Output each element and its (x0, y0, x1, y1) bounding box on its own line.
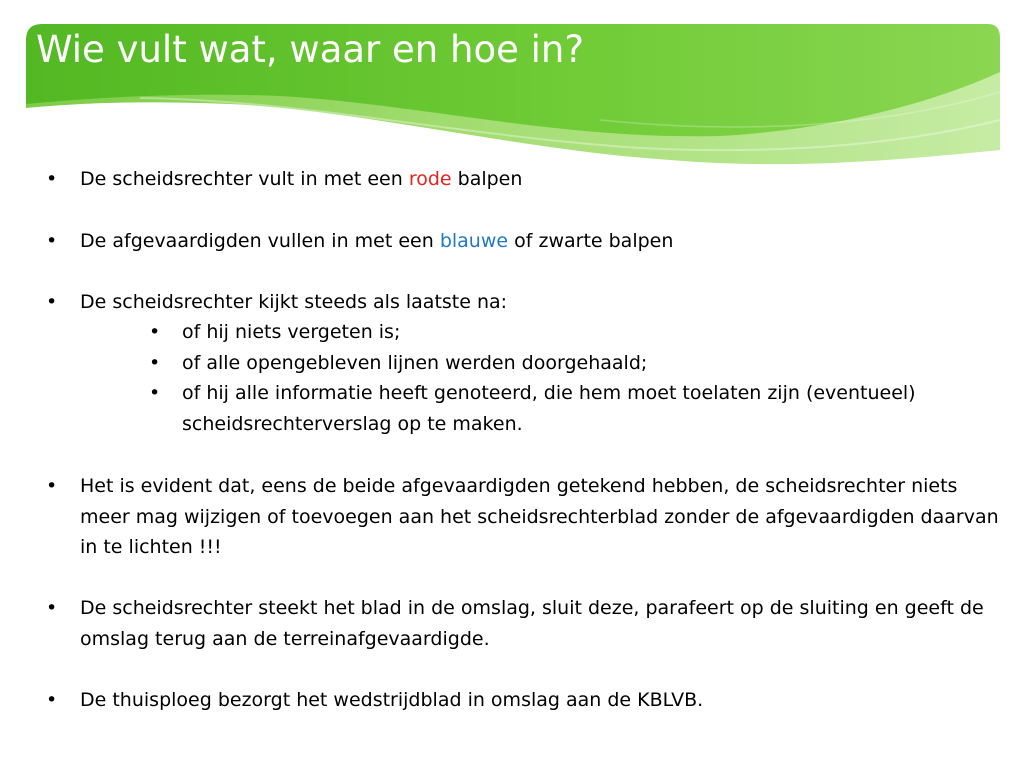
bullet-item (46, 685, 1000, 716)
bullet-text: Het is evident dat, eens de beide afgevaardigden getekend hebben, de scheidsrechter niets meer mag wijzigen of toevoegen aan het scheidsrechterblad zonder de afgevaardigden daarvan in te lichten !!! (80, 475, 999, 558)
bullet-item (46, 164, 1000, 195)
bullet-item (46, 471, 1000, 563)
bullet-text: De scheidsrechter steekt het blad in de omslag, sluit deze, parafeert op de sluiting en geeft de omslag terug aan de terreinafgevaardigde. (80, 597, 984, 650)
sub-bullet-item (149, 317, 1002, 348)
bullet-text: De scheidsrechter vult in met een (80, 168, 409, 190)
bullet-text: balpen (451, 168, 523, 190)
bullet-item (46, 226, 1000, 257)
bullet-icon: • (149, 352, 161, 374)
highlight-blue-text: blauwe (439, 230, 509, 252)
sub-bullet-item (149, 378, 1002, 439)
bullet-item (46, 287, 1000, 318)
sub-bullet-text: of hij alle informatie heeft genoteerd, die hem moet toelaten zijn (eventueel) scheidsrechterverslag op te maken. (182, 382, 916, 435)
bullet-icon: • (46, 291, 58, 313)
bullet-icon: • (149, 321, 161, 343)
bullet-icon: • (46, 475, 58, 497)
highlight-red-text: rode (408, 168, 452, 190)
bullet-icon: • (46, 597, 58, 619)
bullet-icon: • (46, 689, 58, 711)
bullet-text: De thuisploeg bezorgt het wedstrijdblad in omslag aan de KBLVB. (80, 689, 704, 711)
sub-bullet-text: of hij niets vergeten is; (182, 321, 401, 343)
slide-title: Wie vult wat, waar en hoe in? (36, 28, 584, 71)
sub-bullet-text: of alle opengebleven lijnen werden doorgehaald; (182, 352, 648, 374)
bullet-item (46, 593, 1000, 654)
bullet-text: De afgevaardigden vullen in met een (80, 230, 440, 252)
bullet-text: of zwarte balpen (508, 230, 674, 252)
bullet-text: De scheidsrechter kijkt steeds als laatste na: (80, 291, 508, 313)
bullet-icon: • (46, 230, 58, 252)
bullet-icon: • (46, 168, 58, 190)
bullet-icon: • (149, 382, 161, 404)
sub-bullet-item (149, 348, 1002, 379)
